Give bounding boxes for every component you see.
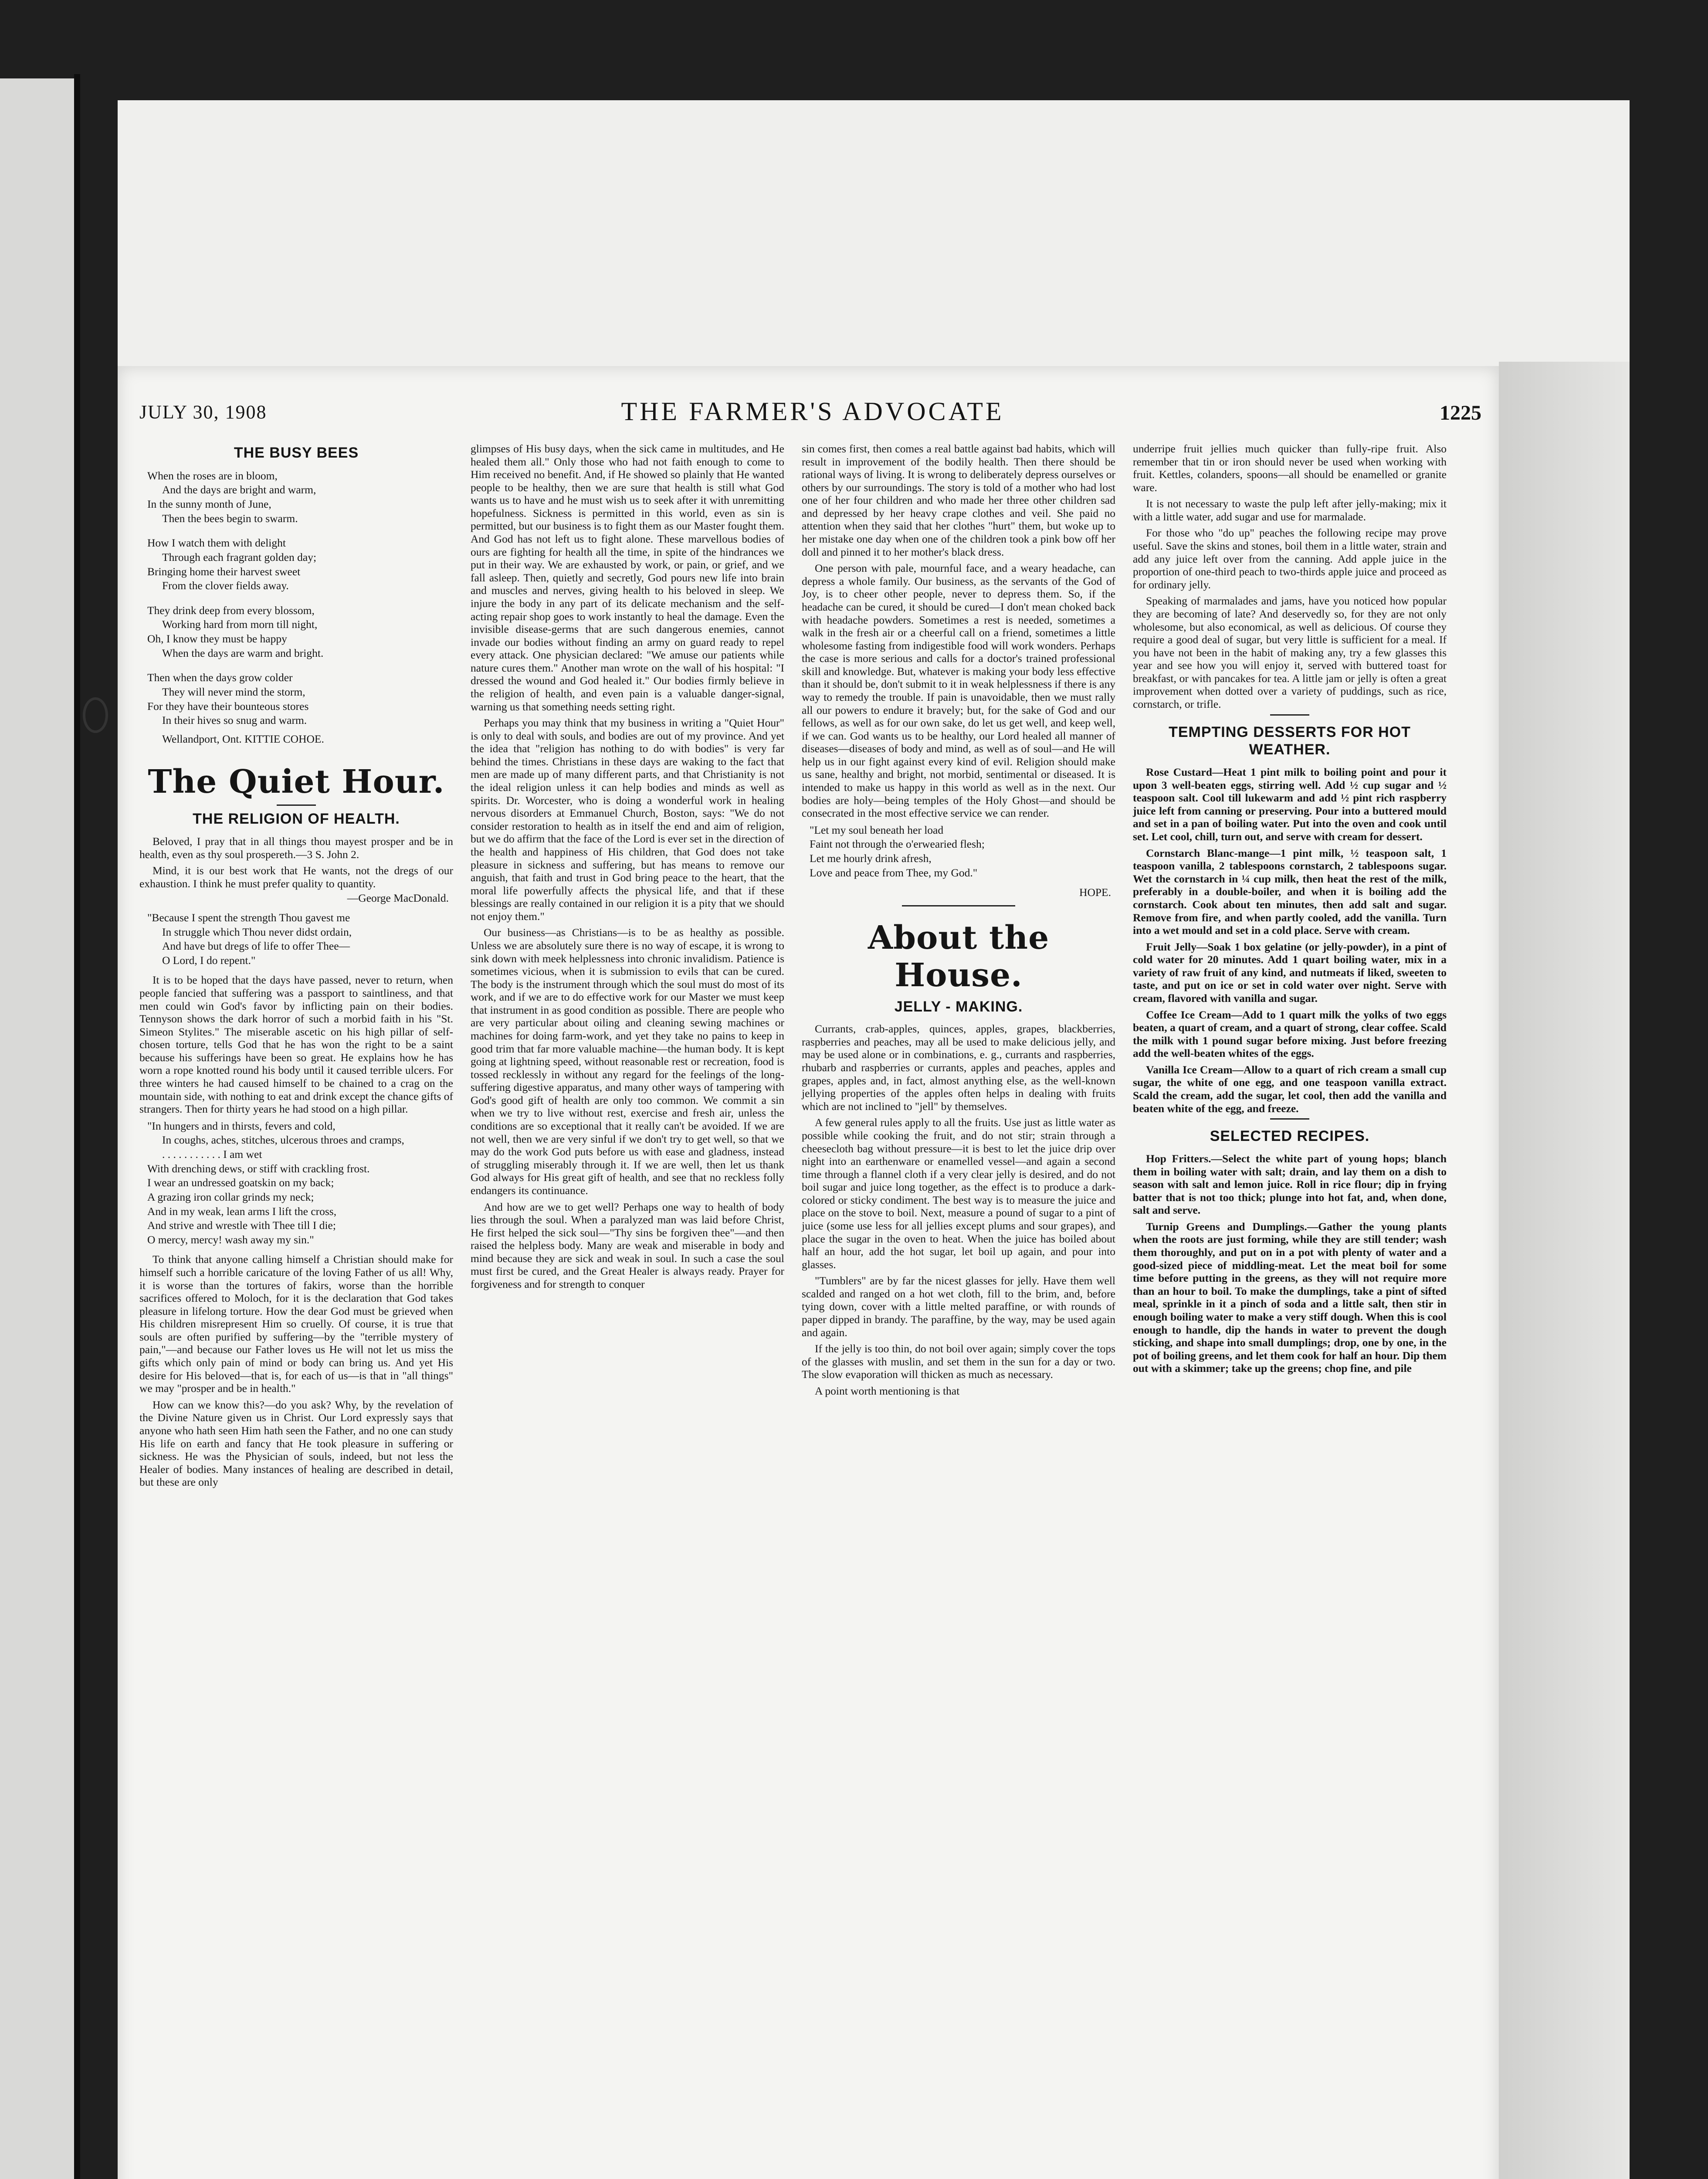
quiet-hour-heading: The Quiet Hour.	[148, 763, 445, 801]
divider	[1270, 1118, 1309, 1120]
column-3	[802, 442, 1115, 1401]
selected-recipes-title: SELECTED RECIPES.	[1210, 1128, 1370, 1145]
column-2	[471, 442, 784, 1294]
paragraph: Speaking of marmalades and jams, have you noticed how popular they are becoming of late? And deservedly so, for they are not only wholesome, but also economical, as well as delicious. Of course they require a good deal of sugar, but very little is sufficient for a meal. If you have not been in the habit of making any, try a few glasses this year and see how you will enjoy it, served with buttered toast for breakfast, or with pancakes for tea. A little jam or jelly is often a great improvement when dotted over a variety of puddings, such as rice, cornstarch, or trifle.	[1133, 594, 1447, 710]
poem-line: O Lord, I do repent."	[162, 954, 256, 967]
about-the-house-heading: About the House.	[868, 919, 1050, 994]
poem-line: Bringing home their harvest sweet	[147, 565, 301, 578]
divider	[1270, 714, 1309, 716]
poem-line: Then when the days grow colder	[147, 671, 293, 684]
poem-line: In coughs, aches, stitches, ulcerous throes and cramps,	[162, 1134, 404, 1147]
poem-line: When the roses are in bloom,	[147, 469, 278, 482]
poem-line: Let me hourly drink afresh,	[810, 852, 932, 865]
recipe: Cornstarch Blanc-mange—1 pint milk, ½ teaspoon salt, 1 teaspoon vanilla, 2 tablespoons cornstarch, 2 tablespoons sugar. Wet the cornstarch in ¼ cup milk, then heat the rest of the milk, preferably in a double-boiler, and when it is boiling add the cornstarch. Cook about ten minutes, then add salt and sugar. Remove from fire, and when partly cooled, add the vanilla. Turn into a wet mould and set in a cold place. Serve with cream.	[1133, 846, 1447, 937]
poem-line: In struggle which Thou never didst ordain,	[162, 925, 352, 938]
poem-line: "In hungers and in thirsts, fevers and cold,	[147, 1119, 336, 1132]
jelly-making-title: JELLY - MAKING.	[894, 998, 1023, 1015]
column-4	[1133, 442, 1447, 1378]
paragraph: For those who "do up" peaches the following recipe may prove useful. Save the skins and stones, boil them in a little water, strain and add any juice left over from the canning. Add apple juice in the proportion of one-third peach to two-thirds apple juice and proceed as for ordinary jelly.	[1133, 526, 1447, 591]
poem-line: Then the bees begin to swarm.	[162, 512, 298, 525]
poem-line: From the clover fields away.	[162, 579, 289, 592]
poem-line: And strive and wrestle with Thee till I die;	[147, 1219, 336, 1232]
divider	[277, 804, 316, 806]
poem-line: How I watch them with delight	[147, 536, 286, 550]
masthead	[139, 397, 1486, 436]
poem-line: Faint not through the o'erwearied flesh;	[810, 838, 985, 851]
page-number: 1225	[1440, 401, 1481, 424]
publication-title: THE FARMER'S ADVOCATE	[621, 397, 1004, 426]
paragraph: underripe fruit jellies much quicker than fully-ripe fruit. Also remember that tin or iron should never be used when working with fruit. Kettles, colanders, spoons—all should be enamelled or granite ware.	[1133, 442, 1447, 494]
paragraph: glimpses of His busy days, when the sick came in multitudes, and He healed them all." Only those who had not faith enough to come to Him received no benefit. And, if He showed so plainly that He wanted people to be healthy, then we are sure that health is still what God wants us to have and he must wish us to seek after it with unremitting hopefulness. Sickness is permitted in this world, even as sin is permitted, but our business is to fight them as our Master fought them. And God has not left us to fight alone. These marvellous bodies of ours are fighting for health all the time, in spite of the hindrances we put in their way. We are exhausted by work, or pain, or grief, and we fall asleep. Then, quietly and secretly, God pours new life into brain and muscles and nerves, giving health to his beloved in sleep. We injure the body in any part of its delicate mechanism and the self-acting repair shop goes to work instantly to heal the damage. Even the invisible disease-germs that are such dangerous enemies, cannot invade our bodies without finding an army on guard ready to repel every attack. One physician declared: "We amuse our patients while nature cures them." Another man wrote on the wall of his hospital: "I dressed the wound and God healed it." Our bodies firmly believe in the religion of health, and even pain is a valuable danger-signal, warning us that something needs setting right.	[471, 442, 784, 713]
recipe: Coffee Ice Cream—Add to 1 quart milk the yolks of two eggs beaten, a quart of cream, and a quart of strong, clear coffee. Scald the milk with 1 pound sugar before mixing. Just before freezing add the well-beaten whites of the eggs.	[1133, 1008, 1447, 1060]
paragraph: Perhaps you may think that my business in writing a "Quiet Hour" is only to deal with souls, and bodies are out of my province. And yet the idea that "religion has nothing to do with bodies" is very far behind the times. Christians in these days are waking to the fact that men are made up of many different parts, and that Christianity is not the ideal religion unless it can help bodies and minds as well as spirits. Dr. Worcester, who is doing a wonderful work in healing nervous disorders at Emmanuel Church, Boston, says: "We do not consider restoration to health as in itself the end and aim of religion, but we do affirm that the face of the Lord is ever set in the direction of the health and happiness of His children, that God does not take pleasure in sickness and suffering, but has means to remove our anguish, that faith and trust in God bring peace to the heart, that the moral life powerfully affects the physical life, and that if these blessings are really contained in our religion it is a pity that we should not enjoy them."	[471, 716, 784, 923]
paragraph: To think that anyone calling himself a Christian should make for himself such a horrible caricature of the loving Father of us all! Why, it is worse than the tortures of fakirs, worse than the horrible sacrifices offered to Moloch, for it is the declaration that God takes pleasure in lifelong torture. How the dear God must be grieved when His children misrepresent Him so cruelly. Of course, it is true that souls are often purified by suffering—by the "terrible mystery of pain,"—and because our Father loves us He will not let us miss the gifts which only pain of mind or body can bring us. And yet His desire for His beloved—that is, for each of us—is that in "all things" we may "prosper and be in health."	[139, 1253, 453, 1395]
poem-line: They will never mind the storm,	[162, 685, 305, 698]
poem-quote	[147, 1119, 453, 1247]
paragraph: A point worth mentioning is that	[815, 1384, 960, 1397]
busy-bees-title: THE BUSY BEES	[234, 445, 359, 461]
paragraph: sin comes first, then comes a real battle against bad habits, which will result in improvement of the bodily health. Then there should be rational ways of living. It is wrong to deliberately depress ourselves or others by our surroundings. The story is told of a mother who had lost one of her four children and who made her three other children sad and depressed by her heavy crape clothes and veil. She paid no attention when they said that her clothes "hurt" them, but woke up to her mistake one day when one of the children took a pink bow off her doll and pinned it to her mother's black dress.	[802, 442, 1115, 558]
paragraph: If the jelly is too thin, do not boil over again; simply cover the tops of the glasses with muslin, and set them in the sun for a day or two. The slow evaporation will thicken as much as necessary.	[802, 1342, 1115, 1381]
paragraph: It is to be hoped that the days have passed, never to return, when people fancied that suffering was a passport to saintliness, and that men could win God's favor by inflicting pain on their bodies. Tennyson shows the dark horror of such a morbid faith in his "St. Simeon Stylites." The miserable ascetic on his high pillar of self-chosen torture, tells God that he has won the right to be a saint because his sufferings have been so great. He explains how he has worn a rope knotted round his body until it caused terrible ulcers. For three winters he had caused himself to be chained to a crag on the mountain side, with nothing to eat and drink except the chance gifts of strangers. Then for thirty years he had stood on a high pillar.	[139, 974, 453, 1116]
issue-date: JULY 30, 1908	[139, 401, 267, 423]
poem-quote	[147, 911, 453, 968]
poem-line: And have but dregs of life to offer Thee—	[162, 940, 350, 953]
page-edge-shadow	[74, 74, 80, 2179]
page-right-shadow	[1499, 362, 1630, 2179]
religion-of-health-title: THE RELIGION OF HEALTH.	[193, 811, 400, 828]
quote-attribution: —George MacDonald.	[347, 892, 449, 905]
poem-line: "Let my soul beneath her load	[810, 823, 944, 836]
poem-line: With drenching dews, or stiff with crackling frost.	[147, 1162, 370, 1175]
adjacent-page-scan	[0, 78, 74, 2179]
poem-line: In the sunny month of June,	[147, 498, 271, 511]
poem-quote	[810, 823, 1115, 880]
poem-line: A grazing iron collar grinds my neck;	[147, 1190, 314, 1203]
poem-line: Working hard from morn till night,	[162, 618, 318, 631]
paragraph: Mind, it is our best work that He wants, not the dregs of our exhaustion. I think he must prefer quality to quantity.	[139, 864, 453, 890]
newspaper-page	[118, 366, 1499, 2179]
poem-line: . . . . . . . . . . . I am wet	[162, 1148, 262, 1161]
binding-hole	[83, 697, 108, 733]
poem-line: They drink deep from every blossom,	[147, 604, 315, 617]
busy-bees-poem	[147, 469, 453, 747]
poem-line: In their hives so snug and warm.	[162, 714, 307, 727]
poem-line: And in my weak, lean arms I lift the cross,	[147, 1205, 337, 1218]
poem-line: "Because I spent the strength Thou gavest me	[147, 911, 350, 924]
poem-line: When the days are warm and bright.	[162, 646, 324, 659]
column-1	[139, 442, 453, 1492]
poem-signature: HOPE.	[1079, 886, 1111, 899]
paragraph: Currants, crab-apples, quinces, apples, grapes, blackberries, raspberries and peaches, may all be used to make delicious jelly, and may be used alone or in combinations, e. g., currants and raspberries, rhubarb and raspberries or currants, apples and peaches, apples and grapes, apples and, in fact, almost anything else, as the well-known jellying properties of the apples often helps in dealing with fruits which are not inclined to "jell" by themselves.	[802, 1022, 1115, 1113]
recipe: Turnip Greens and Dumplings.—Gather the young plants when the roots are just forming, while they are still tender; wash them thoroughly, and put on in a pot with plenty of water and a good-sized piece of middling-meat. Let the meat boil for some time before putting in the greens, as they will not require more than an hour to boil. To make the dumplings, take a pint of sifted meal, sprinkle in it a pinch of soda and a little salt, then stir in enough boiling water to make a very stiff dough. When this is cool enough to handle, dip the hands in water to prevent the dough sticking, and shape into small dumplings; drop, one by one, in the pot of boiling greens, and let them cook for half an hour. Dip them out with a skimmer; take up the greens; chop fine, and pile	[1133, 1220, 1447, 1375]
poem-line: Love and peace from Thee, my God."	[810, 866, 978, 879]
poem-line: Oh, I know they must be happy	[147, 632, 287, 645]
poem-line: And the days are bright and warm,	[162, 483, 316, 496]
tempting-desserts-title: TEMPTING DESSERTS FOR HOT WEATHER.	[1169, 723, 1411, 758]
paragraph: One person with pale, mournful face, and a weary headache, can depress a whole family. Our business, as the servants of the God of Joy, is to cheer other people, never to depress them. So, if the headache can be cured, it should be cured—I don't mean choked back with headache powders. Sometimes a rest is needed, sometimes a walk in the fresh air or a cheerful call on a friend, sometimes a little wholesome fasting from indigestible food will work wonders. Perhaps the case is more serious and calls for a doctor's trained professional skill and knowledge. But, whatever is making your body less effective than it should be, don't submit to it in weak helplessness if there is any way to remedy the trouble. If pain is unavoidable, then we must rally all our powers to endure it bravely; but, for the sake of God and our fellows, as well as for our own sake, do let us get well, and keep well, if we can. God wants us to be healthy, our Lord healed all manner of diseases—diseases of body and mind, as well as of soul—and He will help us in our fight against every kind of evil. Religion should make us sane, healthy and bright, not morbid, sentimental or diseased. It is intended to make us happy in this world as well as in the next. Our bodies are holy—being temples of the Holy Ghost—and should be consecrated in the most effective service we can render.	[802, 562, 1115, 820]
poem-line: For they have their bounteous stores	[147, 699, 309, 713]
recipe: Vanilla Ice Cream—Allow to a quart of rich cream a small cup sugar, the white of one egg, and one teaspoon vanilla extract. Scald the cream, add the sugar, let cool, then add the vanilla and beaten white of the egg, and freeze.	[1133, 1063, 1447, 1115]
paragraph: Our business—as Christians—is to be as healthy as possible. Unless we are absolutely sure there is no way of escape, it is wrong to sink down with meek helplessness into chronic invalidism. Patience is sometimes vicious, when it is submission to evils that can be cured. The body is the instrument through which the soul must do most of its work, and if we are to do effective work for our Master we must keep that instrument in as good condition as possible. There are people who are very particular about oiling and cleaning sewing machines or machines for doing farm-work, and yet they take no pains to keep in good trim that far more valuable machine—the human body. It is kept going at lightning speed, without reasonable rest or recreation, food is tossed recklessly in without any regard for the feelings of the long-suffering digestive apparatus, and many other ways of tampering with God's good gift of health are only too common. We commit a sin when we try to live without rest, exercise and fresh air, unless the conditions are so exceptional that it really can't be avoided. If we are not well, then we are very sinful if we don't try to get well, so that we may do the work God puts before us with ease and gladness, instead of struggling miserably through it. If we are well, then let us thank God always for His great gift of health, and see that no reckless folly endangers its continuance.	[471, 926, 784, 1197]
paragraph: And how are we to get well? Perhaps one way to health of body lies through the soul. When a paralyzed man was laid before Christ, He first helped the sick soul—"Thy sins be forgiven thee"—and then raised the helpless body. Many are weak and miserable in body and mind because they are sick and weak in soul. In such a case the soul must first be cured, and the Great Healer is always ready. Prayer for forgiveness and for strength to conquer	[471, 1200, 784, 1290]
poem-signature: Wellandport, Ont. KITTIE COHOE.	[162, 732, 324, 745]
paragraph: It is not necessary to waste the pulp left after jelly-making; mix it with a little water, add sugar and use for marmalade.	[1133, 497, 1447, 523]
poem-line: O mercy, mercy! wash away my sin."	[147, 1233, 314, 1246]
paragraph: A few general rules apply to all the fruits. Use just as little water as possible while cooking the fruit, and do not stir; strain through a cheesecloth bag without pressure—it is best to let the juice drip over night into an earthenware or enamelled vessel—and again a second time through a flannel cloth if a very clear jelly is desired, and do not boil sugar and juice long together, as the effect is to produce a dark-colored or sticky condiment. The best way is to measure the juice and place on the stove to boil. Next, measure a pound of sugar to a pint of juice (some use less for all jellies except plums and sour grapes), and place the sugar in the oven to heat. When the juice has boiled about half an hour, add the hot sugar, let boil up again, and pour into glasses.	[802, 1116, 1115, 1271]
poem-line: I wear an undressed goatskin on my back;	[147, 1176, 334, 1189]
recipe: Fruit Jelly—Soak 1 box gelatine (or jelly-powder), in a pint of cold water for 20 minutes. Add 1 quart boiling water, mix in a variety of raw fruit of any kind, and nutmeats if liked, sweeten to taste, and put on ice or set in cold water over night. Serve with cream, flavored with vanilla and sugar.	[1133, 940, 1447, 1005]
paragraph: Beloved, I pray that in all things thou mayest prosper and be in health, even as thy soul prospereth.—3 S. John 2.	[139, 835, 453, 861]
paragraph: How can we know this?—do you ask? Why, by the revelation of the Divine Nature given us in Christ. Our Lord expressly says that anyone who hath seen Him hath seen the Father, and no one can study His life on earth and fancy that He took pleasure in suffering or sickness. He was the Physician of souls, indeed, but not less the Healer of bodies. Many instances of healing are described in detail, but these are only	[139, 1398, 453, 1489]
paragraph: "Tumblers" are by far the nicest glasses for jelly. Have them well scalded and ranged on a hot wet cloth, fill to the brim, and, before tying down, cover with a little melted paraffine, or with rounds of paper dipped in brandy. The paraffine, by the way, may be used again and again.	[802, 1274, 1115, 1339]
divider	[902, 905, 1015, 906]
recipe: Rose Custard—Heat 1 pint milk to boiling point and pour it upon 3 well-beaten eggs, stirring well. Add ½ cup sugar and ½ teaspoon salt. Cool till lukewarm and add ½ pint rich raspberry juice left from canning or preserving. Pour into a buttered mould and set in a pan of boiling water. Put into the oven and cook until set. Let cool, chill, turn out, and serve with cream for dessert.	[1133, 766, 1447, 843]
poem-line: Through each fragrant golden day;	[162, 550, 317, 563]
recipe: Hop Fritters.—Select the white part of young hops; blanch them in boiling water with salt; drain, and lay them on a dish to season with salt and lemon juice. Roll in rice flour; dip in frying batter that is not too thick; plunge into hot fat, and, when done, salt and serve.	[1133, 1152, 1447, 1217]
